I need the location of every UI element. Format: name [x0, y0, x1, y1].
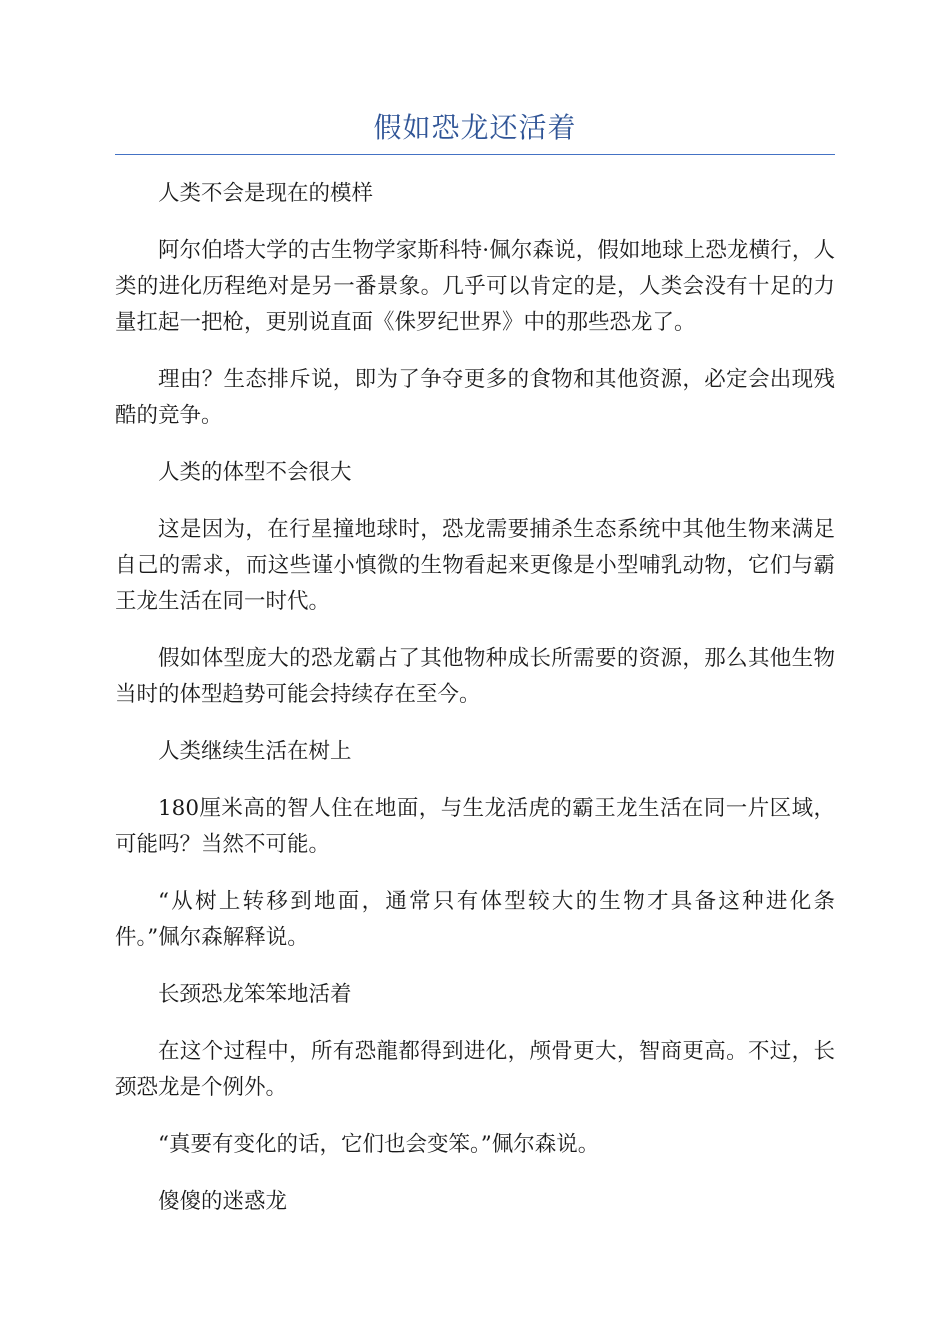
section-heading: 人类的体型不会很大	[158, 460, 352, 485]
document-page	[115, 108, 835, 1220]
body-paragraph: 假如体型庞大的恐龙霸占了其他物种成长所需要的资源，那么其他生物当时的体型趋势可能会持续存在至今。	[115, 646, 835, 707]
section-heading: 长颈恐龙笨笨地活着	[158, 982, 352, 1007]
section-heading: 傻傻的迷惑龙	[158, 1189, 288, 1214]
body-paragraph: 这是因为，在行星撞地球时，恐龙需要捕杀生态系统中其他生物来满足自己的需求，而这些谨小慎微的生物看起来更像是小型哺乳动物，它们与霸王龙生活在同一时代。	[115, 517, 835, 614]
section-heading: 人类不会是现在的模样	[158, 181, 374, 206]
body-paragraph: 阿尔伯塔大学的古生物学家斯科特·佩尔森说，假如地球上恐龙横行，人类的进化历程绝对是另一番景象。几乎可以肯定的是，人类会没有十足的力量扛起一把枪，更别说直面《侏罗纪世界》中的那些恐龙了。	[115, 238, 835, 335]
quote-paragraph: “真要有变化的话，它们也会变笨。”佩尔森说。	[158, 1132, 600, 1157]
quote-paragraph: “从树上转移到地面，通常只有体型较大的生物才具备这种进化条件。”佩尔森解释说。	[115, 889, 835, 950]
section-heading: 人类继续生活在树上	[158, 739, 352, 764]
title-underline	[115, 154, 835, 155]
body-paragraph: 在这个过程中，所有恐龍都得到进化，颅骨更大，智商更高。不过，长颈恐龙是个例外。	[115, 1039, 835, 1100]
document-title: 假如恐龙还活着	[373, 111, 577, 144]
body-paragraph: 180厘米高的智人住在地面，与生龙活虎的霸王龙生活在同一片区域，可能吗？当然不可能。	[115, 796, 835, 857]
body-paragraph: 理由？生态排斥说，即为了争夺更多的食物和其他资源，必定会出现残酷的竞争。	[115, 367, 835, 428]
